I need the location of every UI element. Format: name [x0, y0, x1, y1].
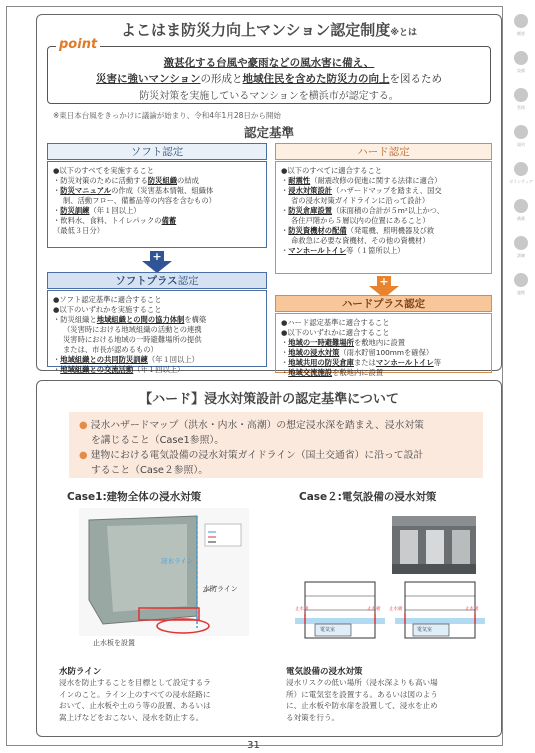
hardplus-line: ・地域交流施設を敷地内に設置 — [281, 368, 384, 377]
side-tab[interactable] — [509, 14, 533, 46]
hard-cert-header: ハード認定 — [275, 143, 492, 160]
side-tab[interactable] — [509, 88, 533, 120]
point-text: の形成と — [200, 73, 243, 85]
bullet-icon: ● — [79, 420, 88, 431]
page-title-suffix: ※とは — [390, 28, 418, 38]
softplus-line: （災害時における地域組織の活動との連携 — [63, 325, 202, 334]
side-tab-label: ボランティア — [509, 179, 533, 184]
softplus-cert-header: ソフトプラス 認定 — [47, 272, 267, 289]
tab-dot-icon — [514, 162, 528, 176]
softplus-line: ●ソフト認定基準に適合すること — [53, 295, 162, 304]
point-text: 災害に強いマンション — [95, 73, 201, 85]
plus-icon: + — [152, 250, 162, 263]
point-text: 激甚化する台風や豪雨などの風水害に備え、 — [163, 57, 375, 69]
soft-line: ・防災訓練（年１回以上） — [53, 206, 141, 215]
hard-line: ●以下のすべてに適合すること — [281, 166, 383, 175]
hardplus-line: ・地域の浸水対策（雨水貯留100mmを確保） — [281, 348, 434, 357]
cutoff-board-label: 止水板 — [465, 607, 479, 612]
side-tab-label: 設備 — [517, 68, 525, 73]
flood-bullet-2: ● 建物における電気設備の浸水対策ガイドライン（国土交通省）に沿って設計 すること（Case２参照）。 — [79, 450, 424, 476]
side-tab[interactable] — [509, 199, 533, 231]
soft-cert-header: ソフト認定 — [47, 143, 267, 160]
point-line-2 — [48, 71, 490, 86]
flood-criteria-box — [69, 412, 483, 478]
cutoff-board-label: 止水板 — [389, 607, 403, 612]
softplus-line: ●以下のいずれかを実施すること — [53, 305, 162, 314]
hardplus-line: ・地域の一時避難場所を敷地内に設置 — [281, 338, 406, 347]
hard-line: 各住戸階から５層以内の位置にあること） — [291, 216, 430, 225]
cutoff-board-label: 止水板を設置 — [93, 639, 135, 647]
softplus-line: ・防災組織と地域組織との間の協力体制を構築 — [53, 315, 207, 324]
softplus-line: または、市長が認めるもの） — [63, 345, 158, 354]
case1-desc-text: 浸水を防止することを目標として設定するラ インのこと。ライン上のすべての浸水経路に おいて、止水板や土のう等の設置、あるいは 嵩上げなどをおこない、浸水を防止する。 — [59, 678, 211, 722]
side-tab-label: 概要 — [517, 31, 525, 36]
hard-line: ・浸水対策設計（ハザードマップを踏まえ、国交 — [281, 186, 442, 195]
side-tab-bar — [509, 14, 533, 310]
hardplus-cert-header: ハードプラス認定 — [275, 295, 492, 312]
side-tab-label: 管理 — [517, 105, 525, 110]
case1-desc-title: 水防ライン — [59, 667, 102, 677]
electrical-room-label: 電気室 — [320, 627, 336, 633]
point-text: 地域住民を含めた防災力の向上 — [242, 73, 390, 85]
tab-dot-icon — [514, 51, 528, 65]
flood-section-title: 【ハード】浸水対策設計の認定基準について — [139, 392, 399, 407]
flood-design-section — [36, 380, 502, 737]
side-tab-label: 規約 — [517, 142, 525, 147]
case2-desc-text: 浸水リスクの低い場所（浸水深よりも高い場 所）に電気室を設置する。あるいは図のよう に、止水板や防水扉を設置して、浸水を止め る対策を行う。 — [286, 678, 438, 722]
cutoff-board-label: 止水板 — [295, 607, 309, 612]
side-tab[interactable] — [509, 236, 533, 268]
bullet-icon: ● — [79, 450, 88, 461]
softplus-line: ・地域組織との交流活動（年１回以上） — [53, 365, 185, 374]
soft-line: ・防災対策のために活動する防災組織の結成 — [53, 176, 199, 185]
plus-icon: + — [379, 275, 389, 288]
soft-line: ●以下のすべてを実施すること — [53, 166, 155, 175]
hardplus-line: ●ハード認定基準に適合すること — [281, 318, 390, 327]
page-title-text: よこはま防災力向上マンション認定制度 — [120, 21, 391, 39]
criteria-heading: 認定基準 — [243, 125, 294, 140]
hard-line: 命救急に必要な資機材、その他の資機材） — [291, 236, 430, 245]
hard-line: ・マンホールトイレ等（１箇所以上） — [281, 246, 405, 255]
point-box — [47, 37, 491, 104]
flood-bullet-1: ● 浸水ハザードマップ（洪水・内水・高潮）の想定浸水深を踏まえ、浸水対策 を講じること（Case1参照）。 — [79, 420, 424, 446]
side-tab[interactable] — [509, 162, 533, 194]
flood-defense-line-label: 水防ライン — [203, 585, 238, 593]
side-tab[interactable] — [509, 51, 533, 83]
case2-desc-title: 電気設備の浸水対策 — [286, 667, 363, 677]
tab-dot-icon — [514, 236, 528, 250]
certification-overview-section — [36, 14, 502, 377]
soft-line: ・飲料水、食料、トイレパックの備蓄 — [53, 216, 177, 225]
site-plan-diagram — [79, 508, 249, 636]
case2-title: Case２:電気設備の浸水対策 — [299, 491, 437, 503]
softplus-cert-body — [47, 290, 267, 374]
page-title — [37, 19, 501, 40]
soft-line: 制、活動フロー、備蓄品等の内容を含むもの） — [63, 196, 216, 205]
point-line-3: 防災対策を実施しているマンションを横浜市が認定する。 — [139, 91, 399, 102]
point-text: を図るため — [389, 73, 443, 85]
page-number: 31 — [247, 740, 260, 751]
cutoff-board-label: 止水板 — [367, 607, 381, 612]
tab-dot-icon — [514, 273, 528, 287]
footnote: ※東日本台風をきっかけに議論が始まり、令和4年1月28日から開始 — [53, 111, 281, 120]
tab-dot-icon — [514, 199, 528, 213]
point-line-1 — [48, 55, 490, 70]
electrical-room-label: 電気室 — [417, 627, 433, 633]
soft-cert-body — [47, 161, 267, 248]
softplus-line: 災害時における地域の一時避難場所の提供 — [63, 335, 202, 344]
case1-title: Case1:建物全体の浸水対策 — [67, 491, 202, 503]
flood-line-label: 浸水ライン — [161, 557, 194, 565]
hard-cert-body — [275, 161, 492, 274]
hard-line: ・防災倉庫設置（床面積の合計が５m²以上かつ、 — [281, 206, 444, 215]
side-tab[interactable] — [509, 125, 533, 157]
softplus-line: ・地域組織との共同防災訓練（年１回以上） — [53, 355, 199, 364]
tab-dot-icon — [514, 125, 528, 139]
flood-gate-photo — [392, 516, 476, 574]
soft-line: ・防災マニュアルの作成（災害基本情報、組織体 — [53, 186, 214, 195]
hardplus-line: ・地域共用の防災倉庫またはマンホールトイレ等 — [281, 358, 442, 367]
side-tab[interactable] — [509, 273, 533, 305]
side-tab-label: 訓練 — [517, 253, 525, 258]
side-tab-label: 連携 — [517, 290, 525, 295]
hard-line: ・耐震性（耐震改修の促進に関する法律に適合） — [281, 176, 442, 185]
point-tag: point — [56, 37, 100, 52]
side-tab-label: 備蓄 — [517, 216, 525, 221]
hardplus-cert-body — [275, 313, 492, 377]
hardplus-line: ●以下のいずれかに適合すること — [281, 328, 390, 337]
tab-dot-icon — [514, 14, 528, 28]
tab-dot-icon — [514, 88, 528, 102]
hard-line: ・防災資機材の配備（発電機、照明機器及び救 — [281, 226, 435, 235]
soft-line: （最低３日分） — [53, 226, 105, 235]
hard-line: 省の浸水対策ガイドラインに沿って設計） — [291, 196, 430, 205]
